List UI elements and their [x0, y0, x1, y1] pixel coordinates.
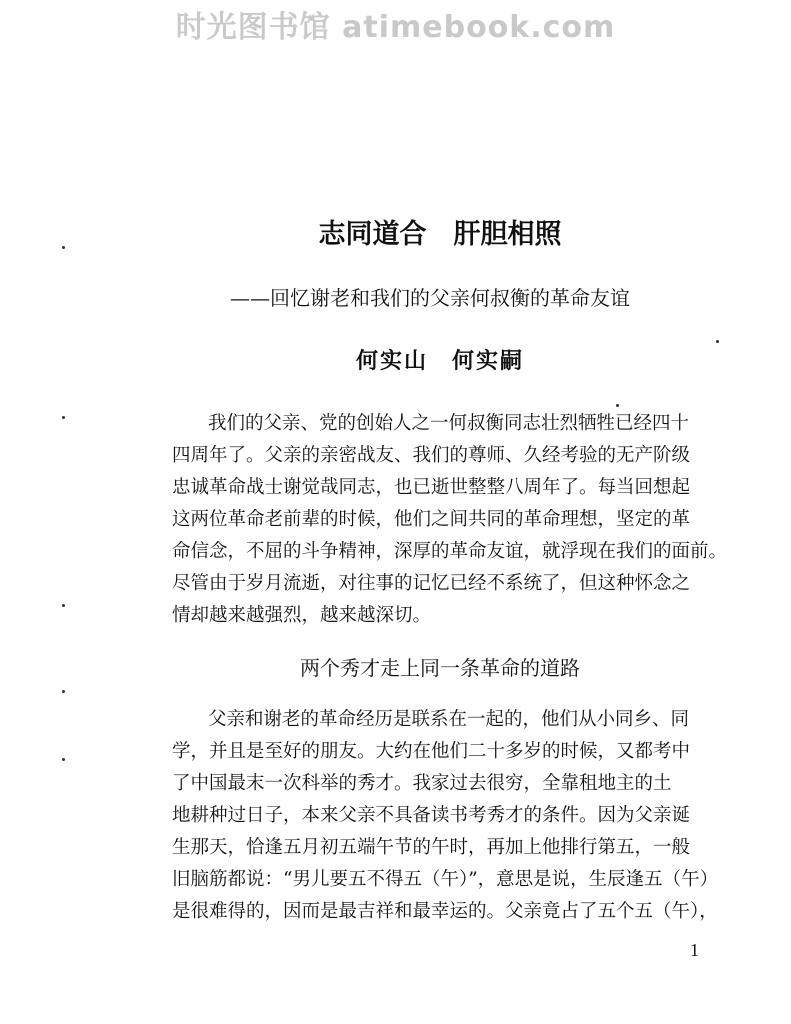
paragraph-line: 学，并且是至好的朋友。大约在他们二十多岁的时候，又都考中 [172, 741, 691, 762]
section-heading: 两个秀才走上同一条革命的道路 [300, 656, 580, 680]
scan-speck [716, 340, 719, 343]
page-number: 1 [690, 940, 699, 960]
paragraph-line: 这两位革命老前辈的时候，他们之间共同的革命理想，坚定的革 [172, 509, 691, 530]
article-title: 志同道合 肝胆相照 [318, 219, 562, 250]
scan-speck [616, 404, 619, 407]
scan-speck [62, 758, 65, 761]
paragraph-line: 了中国最末一次科举的秀才。我家过去很穷，全靠租地主的土 [172, 773, 672, 794]
paragraph-line: 生那天，恰逢五月初五端午节的午时，再加上他排行第五，一般 [172, 837, 691, 858]
paragraph-line: 父亲和谢老的革命经历是联系在一起的，他们从小同乡、同 [208, 709, 690, 730]
paragraph-section-one [172, 704, 722, 928]
paragraph-line: 尽管由于岁月流逝，对往事的记忆已经不系统了，但这种怀念之 [172, 573, 691, 594]
article-authors: 何实山 何实嗣 [355, 348, 524, 374]
paragraph-line: 命信念，不屈的斗争精神，深厚的革命友谊，就浮现在我们的面前。 [172, 541, 728, 562]
paragraph-line: 是很难得的，因而是最吉祥和最幸运的。父亲竟占了五个五（午）， [172, 901, 718, 922]
scan-speck [62, 416, 65, 419]
scan-speck [62, 604, 65, 607]
paragraph-line: 旧脑筋都说：“男儿要五不得五（午）”，意思是说，生辰逢五（午） [172, 869, 719, 890]
paragraph-line: 忠诚革命战士谢觉哉同志，也已逝世整整八周年了。每当回想起 [172, 477, 691, 498]
paragraph-line: 地耕种过日子，本来父亲不具备读书考秀才的条件。因为父亲诞 [172, 805, 691, 826]
scan-speck [62, 690, 65, 693]
paragraph-line: 我们的父亲、党的创始人之一何叔衡同志壮烈牺牲已经四十 [208, 413, 690, 434]
paragraph-intro [172, 408, 728, 632]
watermark-text: 时光图书馆 atimebook.com [175, 10, 616, 45]
article-subtitle: ——回忆谢老和我们的父亲何叔衡的革命友谊 [230, 286, 630, 310]
scan-speck [62, 246, 65, 249]
paragraph-line: 四周年了。父亲的亲密战友、我们的尊师、久经考验的无产阶级 [172, 445, 691, 466]
paragraph-line: 情却越来越强烈，越来越深切。 [172, 605, 432, 626]
